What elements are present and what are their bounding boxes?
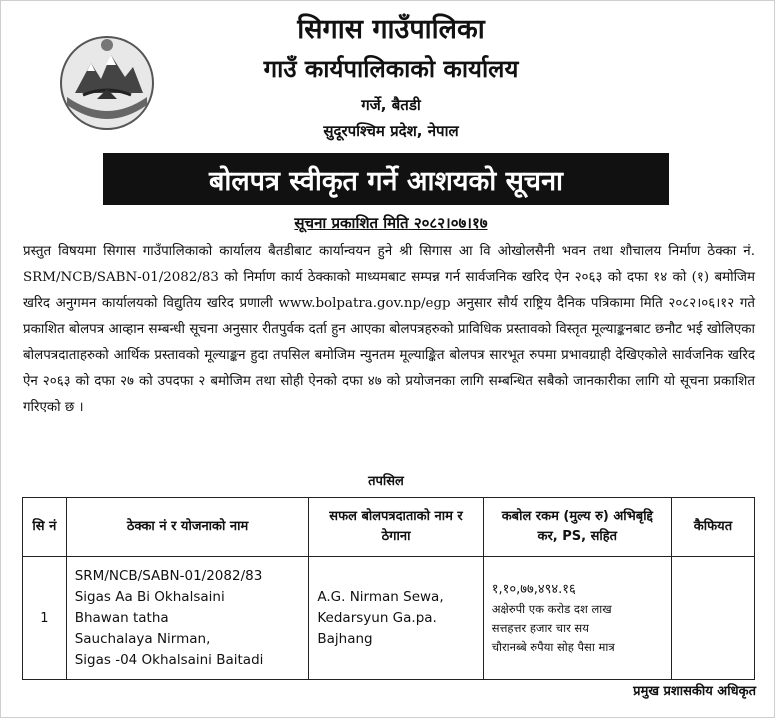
serial-cell: 1 bbox=[23, 557, 67, 680]
amount-in-words: अक्षेरुपी एक करोड दश लाख सत्तहत्तर हजार चार सय चौरानब्बे रुपैया सोह पैसा मात्र bbox=[491, 601, 615, 654]
header-remarks: कैफियत bbox=[671, 498, 754, 557]
office-location: गर्जे, बैतडी bbox=[361, 96, 421, 114]
province-country: सुदूरपश्चिम प्रदेश, नेपाल bbox=[323, 122, 459, 140]
notice-body: प्रस्तुत विषयमा सिगास गाउँपालिकाको कार्यालय बैतडीबाट कार्यान्वयन हुने श्री सिगास आ वि ओखोलसैनी भवन तथा शौचालय निर्माण ठेक्का नं. SRM/NCB/SABN-01/2082/83 को निर्माण कार्य ठेक्काको माध्यमबाट सम्पन्न गर्न सार्वजनिक खरिद ऐन २०६३ को दफा १४ को (१) बमोजिम खरिद अनुगमन कार्यालयको विद्युतिय खरिद प्रणाली www.bolpatra.gov.np/egp अनुसार सौर्य राष्ट्रिय दैनिक पत्रिकामा मिति २०८२।०६।१२ गते प्रकाशित बोलपत्र आव्हान सम्बन्धी सूचना अनुसार रीतपुर्वक दर्ता हुन आएका बोलपत्रहरुको प्राविधिक प्रस्तावको विस्तृत मूल्याङ्कनबाट छनौट भई खोलिएका बोलपत्रदाताहरुको आर्थिक प्रस्तावको मूल्याङ्कन हुदा तपसिल बमोजिम न्युनतम मूल्याङ्कित बोलपत्र सारभूत रुपमा प्रभावग्राही देखिएकोले सार्वजनिक खरिद ऐन २०६३ को दफा २७ को उपदफा २ बमोजिम तथा सोही ऐनको दफा ४७ को प्रयोजनका लागि सम्बन्धित सबैको जानकारीका लागि यो सूचना प्रकाशित गरिएको छ । bbox=[23, 244, 755, 415]
amount-cell bbox=[483, 557, 671, 680]
signatory-title: प्रमुख प्रशासकीय अधिकृत bbox=[633, 684, 756, 699]
header-serial: सि नं bbox=[23, 498, 67, 557]
amount-value: १,१०,७७,४९४.१६ bbox=[491, 581, 576, 597]
table-row bbox=[23, 557, 755, 680]
bidder-cell: A.G. Nirman Sewa, Kedarsyun Ga.pa. Bajhang bbox=[309, 557, 483, 680]
remarks-cell bbox=[671, 557, 754, 680]
table-caption: तपसिल bbox=[368, 474, 404, 489]
municipality-name: सिगास गाउँपालिका bbox=[297, 14, 485, 45]
notice-title-banner bbox=[103, 153, 669, 205]
notice-title: बोलपत्र स्वीकृत गर्ने आशयको सूचना bbox=[208, 165, 564, 197]
bid-table bbox=[22, 497, 755, 680]
header-bidder: सफल बोलपत्रदाताको नाम र ठेगाना bbox=[309, 498, 483, 557]
publish-date: सूचना प्रकाशित मिति २०८२।०७।१७ bbox=[294, 214, 488, 232]
header-amount: कबोल रकम (मुल्य रु) अभिबृद्दि कर, PS, सहित bbox=[483, 498, 671, 557]
office-name: गाउँ कार्यपालिकाको कार्यालय bbox=[263, 55, 519, 83]
contract-cell: SRM/NCB/SABN-01/2082/83 Sigas Aa Bi Okhalsaini Bhawan tatha Sauchalaya Nirman, Sigas -04 Okhalsaini Baitadi bbox=[66, 557, 309, 680]
table-header-row bbox=[23, 498, 755, 557]
government-emblem-icon bbox=[53, 33, 161, 133]
header-contract: ठेक्का नं र योजनाको नाम bbox=[66, 498, 309, 557]
